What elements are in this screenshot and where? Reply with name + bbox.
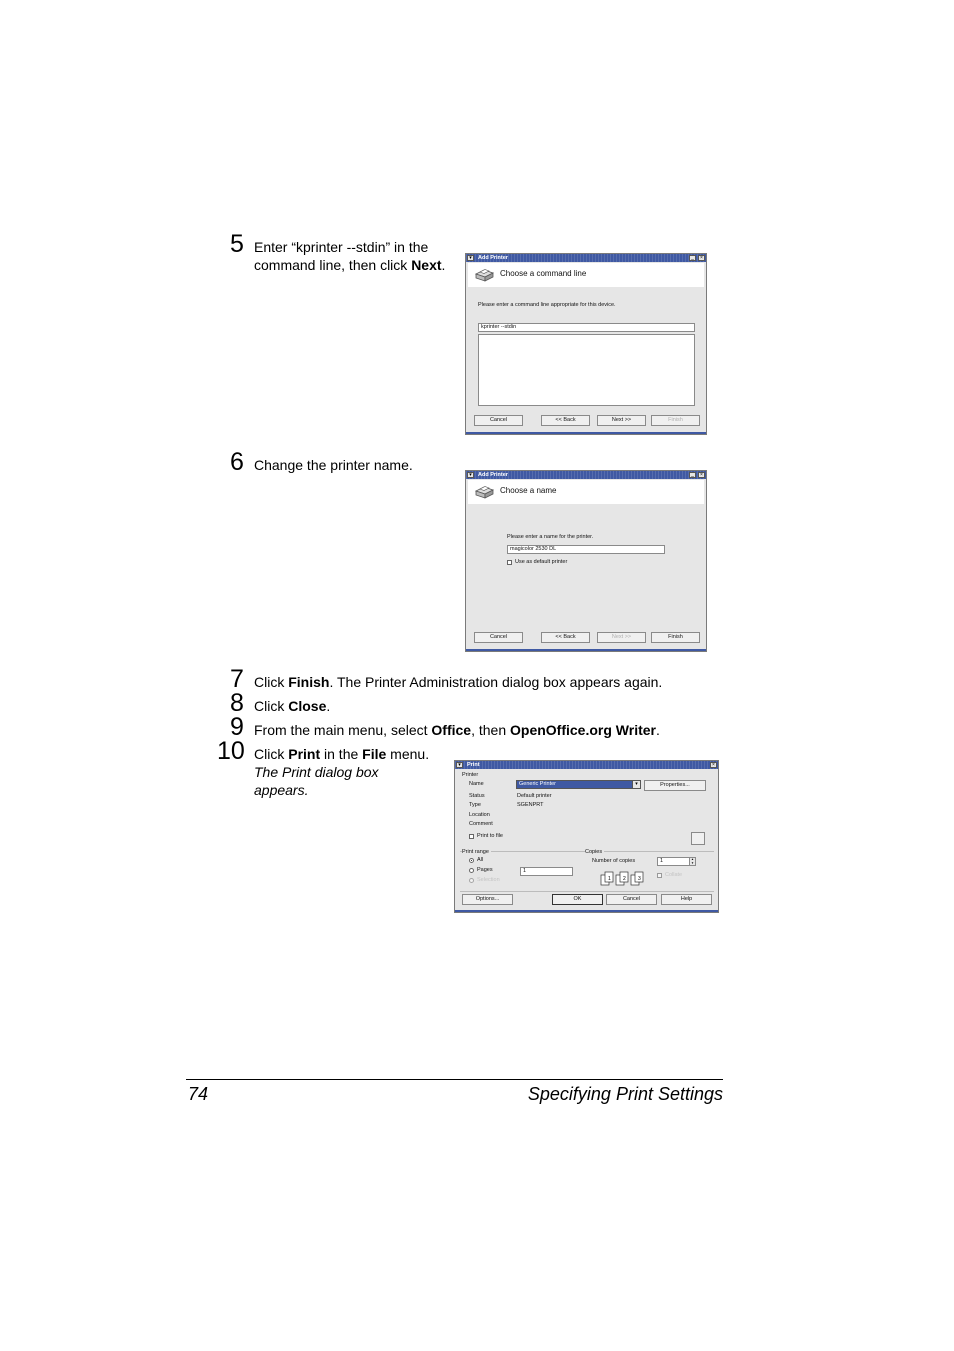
printer-name-select[interactable]: Generic Printer ▾ (516, 780, 641, 789)
print-to-file-label: Print to file (477, 833, 503, 839)
step-6-number: 6 (230, 448, 244, 476)
status-value: Default printer (517, 793, 552, 799)
step-5-bold: Next (411, 257, 442, 273)
step-10-number: 10 (217, 737, 245, 765)
step-7-text: Click Finish. The Printer Administration dialog box appears again. (254, 674, 663, 690)
collate-checkbox[interactable] (657, 873, 662, 878)
default-printer-checkbox[interactable] (507, 560, 512, 565)
copies-spinner-icon[interactable]: ▴ ▾ (689, 857, 696, 866)
svg-text:1: 1 (608, 876, 611, 882)
help-button[interactable]: Help (661, 894, 712, 905)
window-menu-icon[interactable]: ▾ (467, 255, 474, 261)
back-button[interactable]: << Back (541, 415, 590, 426)
window-menu-icon[interactable]: ▾ (456, 762, 463, 768)
dialog-title: Print (467, 762, 480, 768)
print-dialog (454, 760, 719, 913)
minimize-icon[interactable]: _ (689, 255, 696, 261)
step-8-text: Click Close. (254, 698, 331, 714)
page-number: 74 (188, 1084, 209, 1104)
properties-button[interactable]: Properties... (644, 780, 706, 791)
command-input[interactable]: kprinter --stdin (478, 323, 695, 332)
footer-rule (186, 1079, 723, 1080)
step-8-number: 8 (230, 689, 244, 717)
name-prompt: Please enter a name for the printer. (507, 534, 594, 540)
finish-button[interactable]: Finish (651, 632, 700, 643)
print-to-file-checkbox[interactable] (469, 834, 474, 839)
type-value: SGENPRT (517, 802, 544, 808)
dialog-header (468, 263, 704, 287)
default-printer-label: Use as default printer (515, 559, 568, 565)
range-all-label: All (477, 857, 484, 863)
cancel-button[interactable]: Cancel (474, 415, 523, 426)
dialog-bottom-edge (455, 910, 718, 912)
number-of-copies-label: Number of copies (592, 858, 636, 864)
ok-button[interactable]: OK (552, 894, 603, 905)
step-6-text: Change the printer name. (254, 457, 413, 473)
step-7-number: 7 (230, 665, 244, 693)
step-9-number: 9 (230, 713, 244, 741)
next-button[interactable]: Next >> (597, 415, 646, 426)
status-label: Status (469, 793, 485, 799)
svg-text:2: 2 (623, 876, 626, 882)
printer-group-label: Printer (462, 772, 479, 778)
minimize-icon[interactable]: _ (689, 472, 696, 478)
range-pages-radio[interactable] (469, 868, 474, 873)
type-label: Type (469, 802, 481, 808)
next-button[interactable]: Next >> (597, 632, 646, 643)
printer-name-input[interactable]: magicolor 2530 DL (507, 545, 665, 554)
dialog-bottom-edge (466, 432, 706, 434)
svg-text:3: 3 (638, 876, 641, 882)
back-button[interactable]: << Back (541, 632, 590, 643)
step-5-number: 5 (230, 230, 244, 258)
dropdown-arrow-icon: ▾ (632, 781, 640, 788)
cancel-button[interactable]: Cancel (474, 632, 523, 643)
comment-label: Comment (469, 821, 493, 827)
range-selection-label: Selection (477, 877, 500, 883)
close-icon[interactable]: × (698, 255, 705, 261)
close-icon[interactable]: × (698, 472, 705, 478)
add-printer-command-dialog (465, 253, 707, 435)
add-printer-name-dialog (465, 470, 707, 652)
dialog-heading: Choose a command line (500, 269, 587, 278)
file-browse-button[interactable] (691, 832, 705, 845)
collate-label: Collate (665, 872, 683, 878)
step-10-text: Click Print in the File menu. The Print dialog box appears. (254, 746, 430, 798)
pages-input[interactable]: 1 (520, 867, 573, 876)
dialog-title-bar (466, 471, 706, 479)
options-button[interactable]: Options... (462, 894, 513, 905)
print-range-label: Print range (462, 849, 489, 855)
copies-label: Copies (585, 849, 603, 855)
step-5-text: Enter “kprinter --stdin” in the command line, then click Next. (254, 239, 446, 273)
location-label: Location (469, 812, 490, 818)
dialog-title-bar (466, 254, 706, 262)
dialog-title-bar (455, 761, 718, 769)
dialog-header (468, 480, 704, 504)
range-all-radio[interactable] (469, 858, 474, 863)
cancel-button[interactable]: Cancel (606, 894, 657, 905)
dialog-bottom-edge (466, 649, 706, 651)
collate-pages-icon (600, 871, 646, 887)
command-prompt: Please enter a command line appropriate for this device. (478, 302, 616, 308)
printer-icon (473, 267, 495, 283)
range-pages-label: Pages (477, 867, 493, 873)
dialog-heading: Choose a name (500, 486, 557, 495)
step-9-text: From the main menu, select Office, then OpenOffice.org Writer. (254, 722, 660, 738)
finish-button[interactable]: Finish (651, 415, 700, 426)
range-selection-radio[interactable] (469, 878, 474, 883)
section-title: Specifying Print Settings (527, 1084, 723, 1104)
window-menu-icon[interactable]: ▾ (467, 472, 474, 478)
step-10-note: The Print dialog box appears. (254, 764, 379, 798)
dialog-title: Add Printer (478, 255, 508, 261)
printer-name-label: Name (469, 781, 484, 787)
copies-input[interactable]: 1 (657, 857, 695, 866)
command-output-area[interactable] (478, 334, 695, 406)
printer-icon (473, 484, 495, 500)
close-icon[interactable]: × (710, 762, 717, 768)
dialog-title: Add Printer (478, 472, 508, 478)
divider (460, 891, 714, 892)
